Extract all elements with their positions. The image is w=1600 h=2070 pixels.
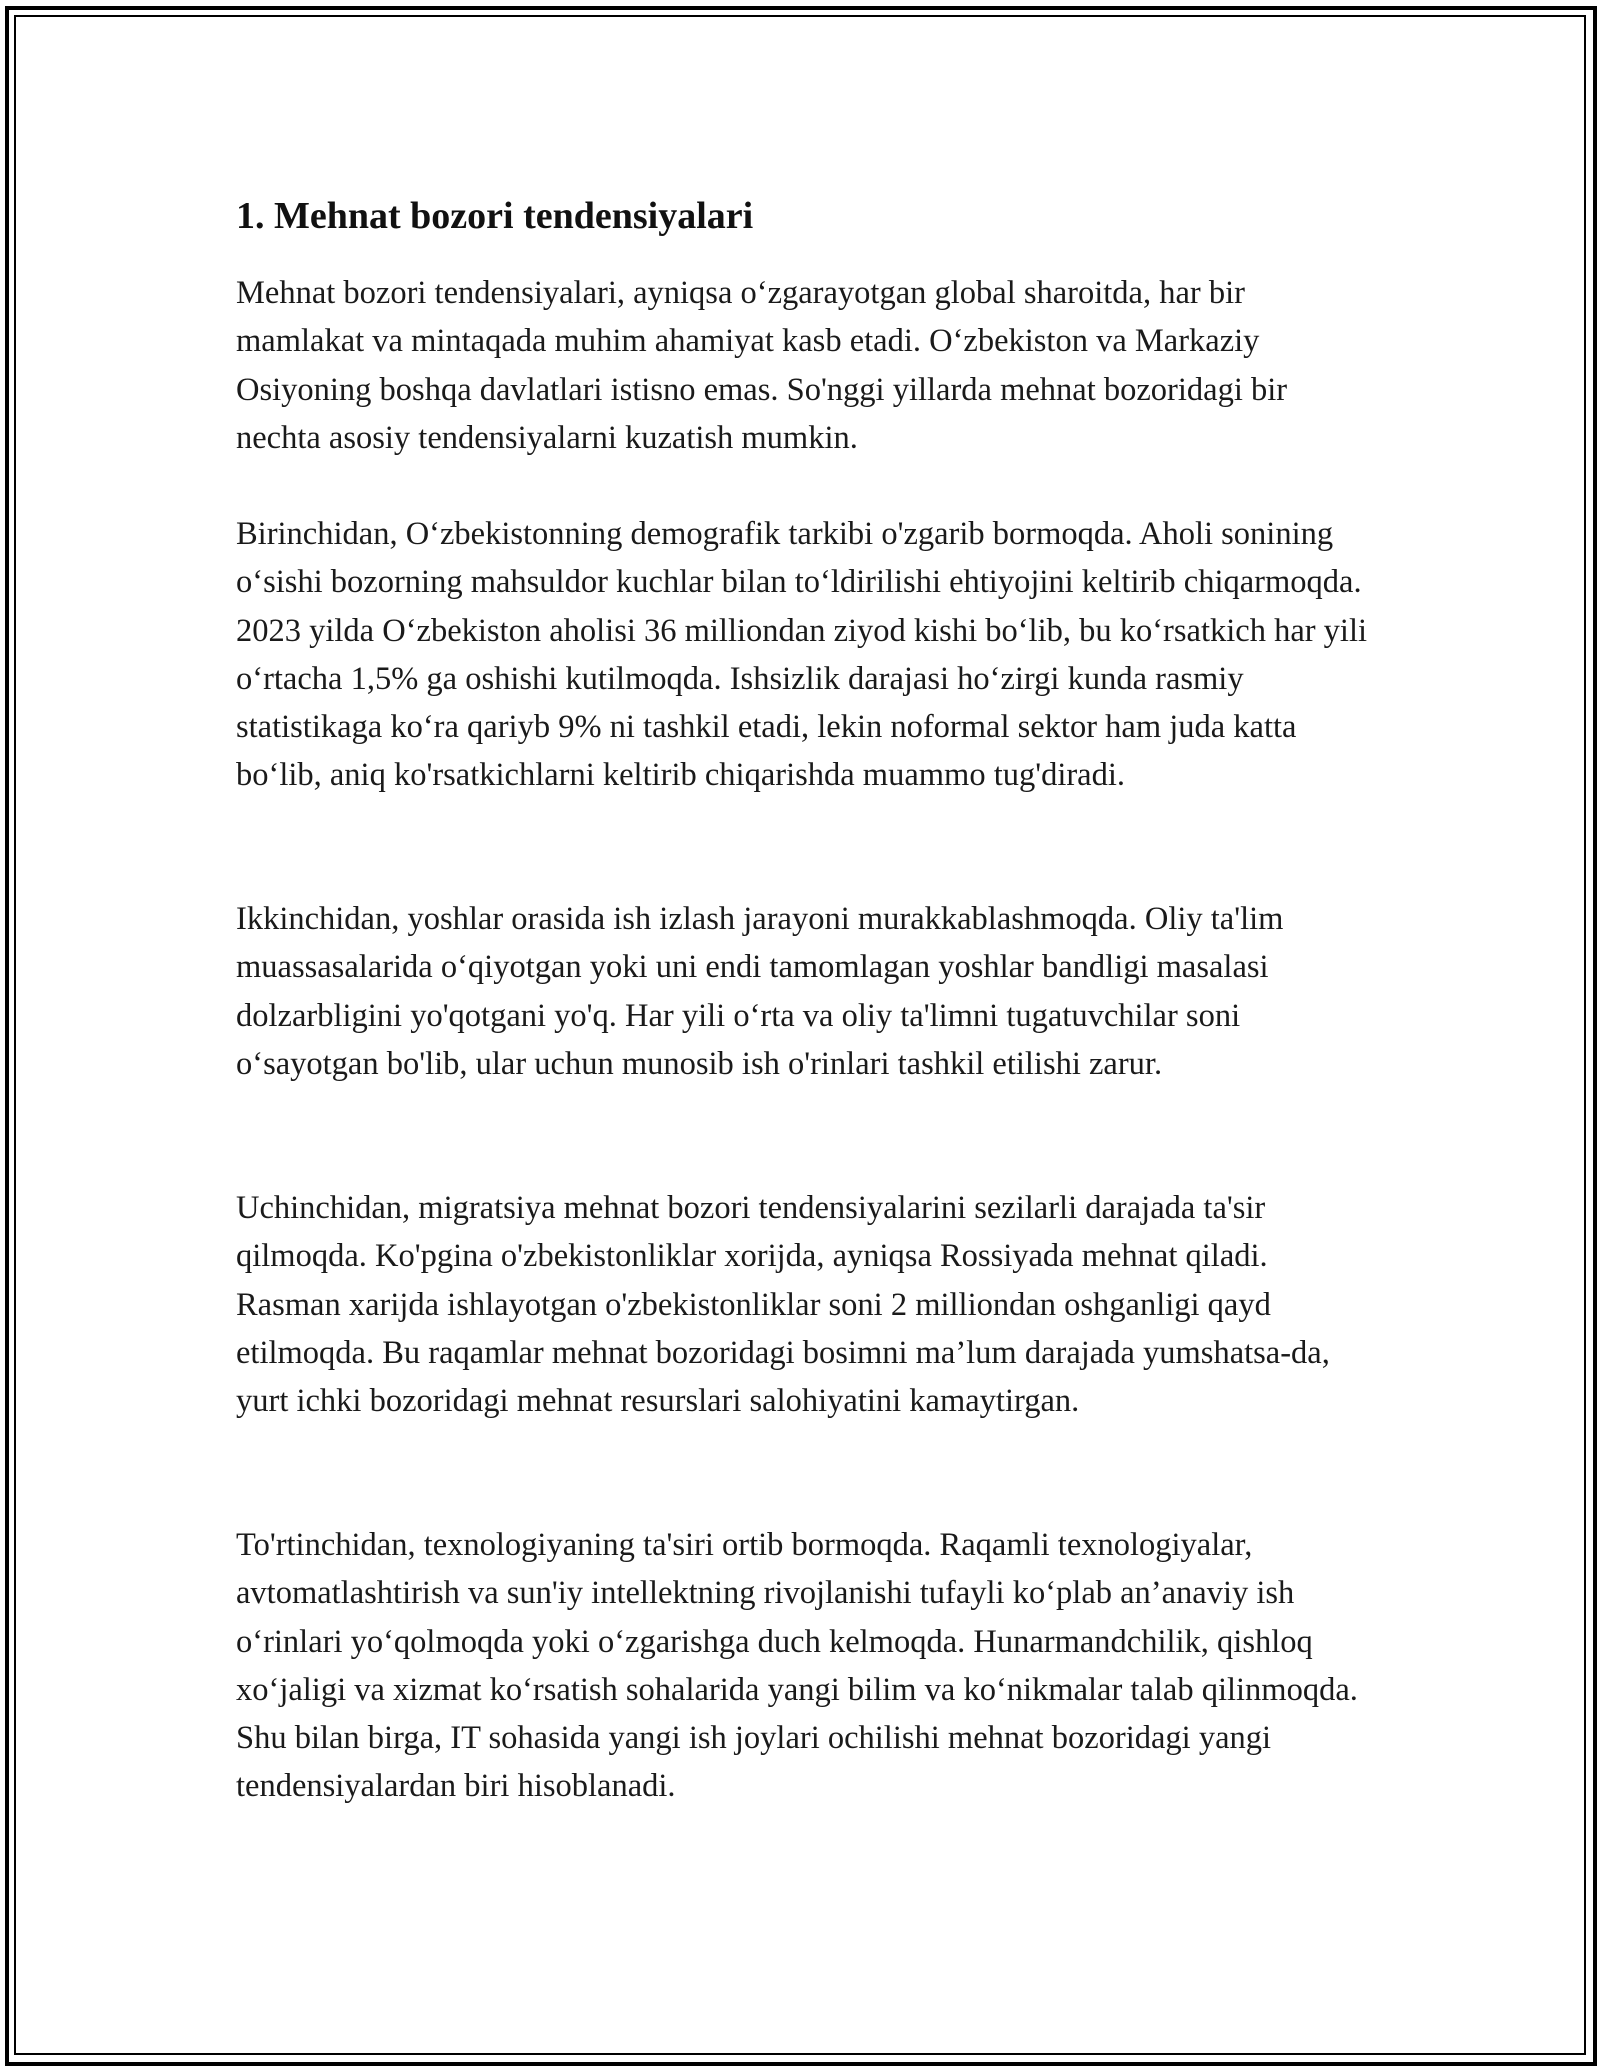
paragraph-youth: Ikkinchidan, yoshlar orasida ish izlash jarayoni murakkablashmoqda. Oliy ta'lim muassasalarida o‘qiyotgan yoki uni endi tamomlagan yoshlar bandligi masalasi dolzarbligini yo'qotgani yo'q. Har yili o‘rta va oliy ta'limni tugatuvchilar soni o‘sayotgan bo'lib, ular uchun munosib ish o'rinlari tashkil etilishi zarur.	[236, 901, 1284, 1082]
paragraph-migration: Uchinchidan, migratsiya mehnat bozori tendensiyalarini sezilarli darajada ta'sir qilmoqda. Ko'pgina o'zbekistonliklar xorijda, ayniqsa Rossiyada mehnat qiladi. Rasman xarijda ishlayotgan o'zbekistonliklar soni 2 milliondan oshganligi qayd etilmoqda. Bu raqamlar mehnat bozoridagi bosimni ma’lum darajada yumshatsa-da, yurt ichki bozoridagi mehnat resurslari salohiyatini kamaytirgan.	[236, 1190, 1330, 1420]
section-heading: 1. Mehnat bozori tendensiyalari	[236, 195, 754, 237]
paragraph-intro: Mehnat bozori tendensiyalari, ayniqsa o‘zgarayotgan global sharoitda, har bir mamlakat va mintaqada muhim ahamiyat kasb etadi. O‘zbekiston va Markaziy Osiyoning boshqa davlatlari istisno emas. So'nggi yillarda mehnat bozoridagi bir nechta asosiy tendensiyalarni kuzatish mumkin.	[236, 275, 1288, 456]
paragraph-demography: Birinchidan, O‘zbekistonning demografik tarkibi o'zgarib bormoqda. Aholi sonining o‘sishi bozorning mahsuldor kuchlar bilan to‘ldirilishi ehtiyojini keltirib chiqarmoqda. 2023 yilda O‘zbekiston aholisi 36 milliondan ziyod kishi bo‘lib, bu ko‘rsatkich har yili o‘rtacha 1,5% ga oshishi kutilmoqda. Ishsizlik darajasi ho‘zirgi kunda rasmiy statistikaga ko‘ra qariyb 9% ni tashkil etadi, lekin noformal sektor ham juda katta bo‘lib, aniq ko'rsatkichlarni keltirib chiqarishda muammo tug'diradi.	[236, 516, 1368, 794]
paragraph-technology: To'rtinchidan, texnologiyaning ta'siri ortib bormoqda. Raqamli texnologiyalar, avtomatlashtirish va sun'iy intellektning rivojlanishi tufayli ko‘plab an’anaviy ish o‘rinlari yo‘qolmoqda yoki o‘zgarishga duch kelmoqda. Hunarmandchilik, qishloq xo‘jaligi va xizmat ko‘rsatish sohalarida yangi bilim va ko‘nikmalar talab qilinmoqda. Shu bilan birga, IT sohasida yangi ish joylari ochilishi mehnat bozoridagi yangi tendensiyalardan biri hisoblanadi.	[236, 1527, 1358, 1805]
document-body	[236, 186, 1376, 1805]
